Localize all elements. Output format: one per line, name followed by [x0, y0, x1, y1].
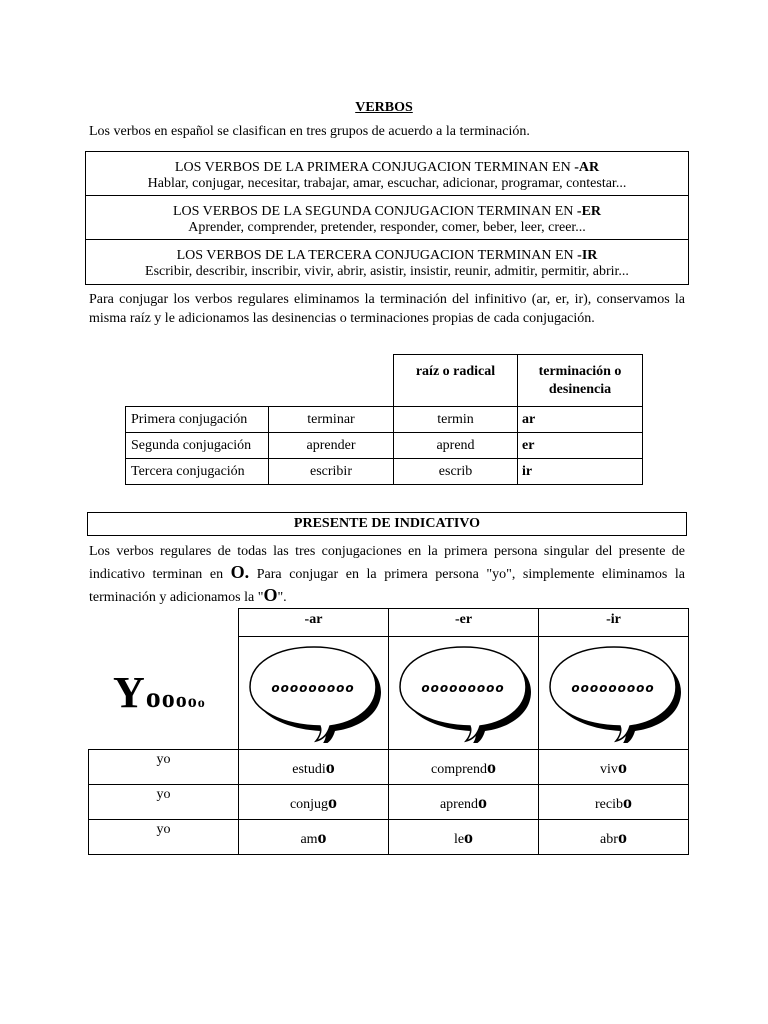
table-row	[89, 750, 689, 785]
table-header-row	[89, 609, 689, 637]
conjugated-verb: comprendo	[389, 750, 539, 785]
conjugated-verb: estudio	[239, 750, 389, 785]
speech-bubble-icon	[396, 643, 532, 743]
table-row	[126, 407, 643, 433]
table-row	[89, 820, 689, 855]
speech-bubble-icon	[246, 643, 382, 743]
column-header-ir: -ir	[539, 609, 689, 637]
group-examples: Aprender, comprender, pretender, responder, comer, beber, leer, creer...	[188, 220, 586, 235]
conjugated-verb: amo	[239, 820, 389, 855]
group-examples: Hablar, conjugar, necesitar, trabajar, amar, escuchar, adicionar, programar, contestar...	[147, 176, 627, 191]
group-examples: Escribir, describir, inscribir, vivir, abrir, asistir, insistir, reunir, admitir, permitir, abrir...	[145, 264, 629, 279]
group-third	[86, 240, 688, 284]
row-root: termin	[394, 407, 518, 433]
bubble-text: ooooooooo	[570, 681, 655, 695]
yo-big-title: Yooooo	[113, 668, 206, 717]
conjugated-verb: abro	[539, 820, 689, 855]
group-first	[86, 152, 688, 196]
pronoun-cell: yo	[89, 820, 239, 855]
intro-text: Los verbos en español se clasifican en tres grupos de acuerdo a la terminación.	[89, 124, 530, 139]
conjugated-verb: vivo	[539, 750, 689, 785]
group-heading: LOS VERBOS DE LA PRIMERA CONJUGACION TERMINAN EN -AR	[174, 160, 600, 175]
header-root: raíz o radical	[394, 355, 518, 407]
table-row	[89, 785, 689, 820]
column-header-er: -er	[389, 609, 539, 637]
speech-bubble-icon	[546, 643, 682, 743]
row-root: escrib	[394, 459, 518, 485]
speech-bubble	[389, 637, 539, 750]
conjugated-verb: aprendo	[389, 785, 539, 820]
row-ending: ir	[518, 459, 643, 485]
row-label: Tercera conjugación	[126, 459, 269, 485]
row-ending: er	[518, 433, 643, 459]
page-title: VERBOS	[355, 100, 413, 115]
bubble-text: ooooooooo	[270, 681, 355, 695]
row-ending: ar	[518, 407, 643, 433]
conjugated-verb: leo	[389, 820, 539, 855]
group-heading: LOS VERBOS DE LA TERCERA CONJUGACION TERMINAN EN -IR	[176, 248, 598, 263]
table-header-row	[126, 355, 643, 407]
conjugated-verb: recibo	[539, 785, 689, 820]
speech-bubble	[539, 637, 689, 750]
section-heading-present: PRESENTE DE INDICATIVO	[87, 512, 687, 536]
column-header-ar: -ar	[239, 609, 389, 637]
explanation-paragraph: Para conjugar los verbos regulares eliminamos la terminación del infinitivo (ar, er, ir), conservamos la misma raíz y le adicionamos las desinencias o terminaciones propias de cada conjugación.	[89, 292, 685, 326]
conjugation-groups-box	[85, 151, 689, 285]
speech-bubble	[239, 637, 389, 750]
conjugated-verb: conjugo	[239, 785, 389, 820]
row-infinitive: terminar	[269, 407, 394, 433]
group-second	[86, 196, 688, 240]
pronoun-cell: yo	[89, 750, 239, 785]
pronoun-cell: yo	[89, 785, 239, 820]
row-label: Segunda conjugación	[126, 433, 269, 459]
table-row	[126, 433, 643, 459]
table-row	[126, 459, 643, 485]
conjugation-table	[88, 608, 689, 855]
group-heading: LOS VERBOS DE LA SEGUNDA CONJUGACION TERMINAN EN -ER	[172, 204, 602, 219]
row-infinitive: aprender	[269, 433, 394, 459]
stem-table	[125, 354, 643, 485]
bubble-text: ooooooooo	[420, 681, 505, 695]
row-label: Primera conjugación	[126, 407, 269, 433]
present-explanation: Los verbos regulares de todas las tres conjugaciones en la primera persona singular del presente de indicativo terminan en O. Para conjugar en la primera persona "yo", simplemente eliminamos la terminación y adicionamos la "O".	[89, 544, 685, 605]
row-root: aprend	[394, 433, 518, 459]
header-ending: terminación o desinencia	[518, 355, 643, 407]
row-infinitive: escribir	[269, 459, 394, 485]
